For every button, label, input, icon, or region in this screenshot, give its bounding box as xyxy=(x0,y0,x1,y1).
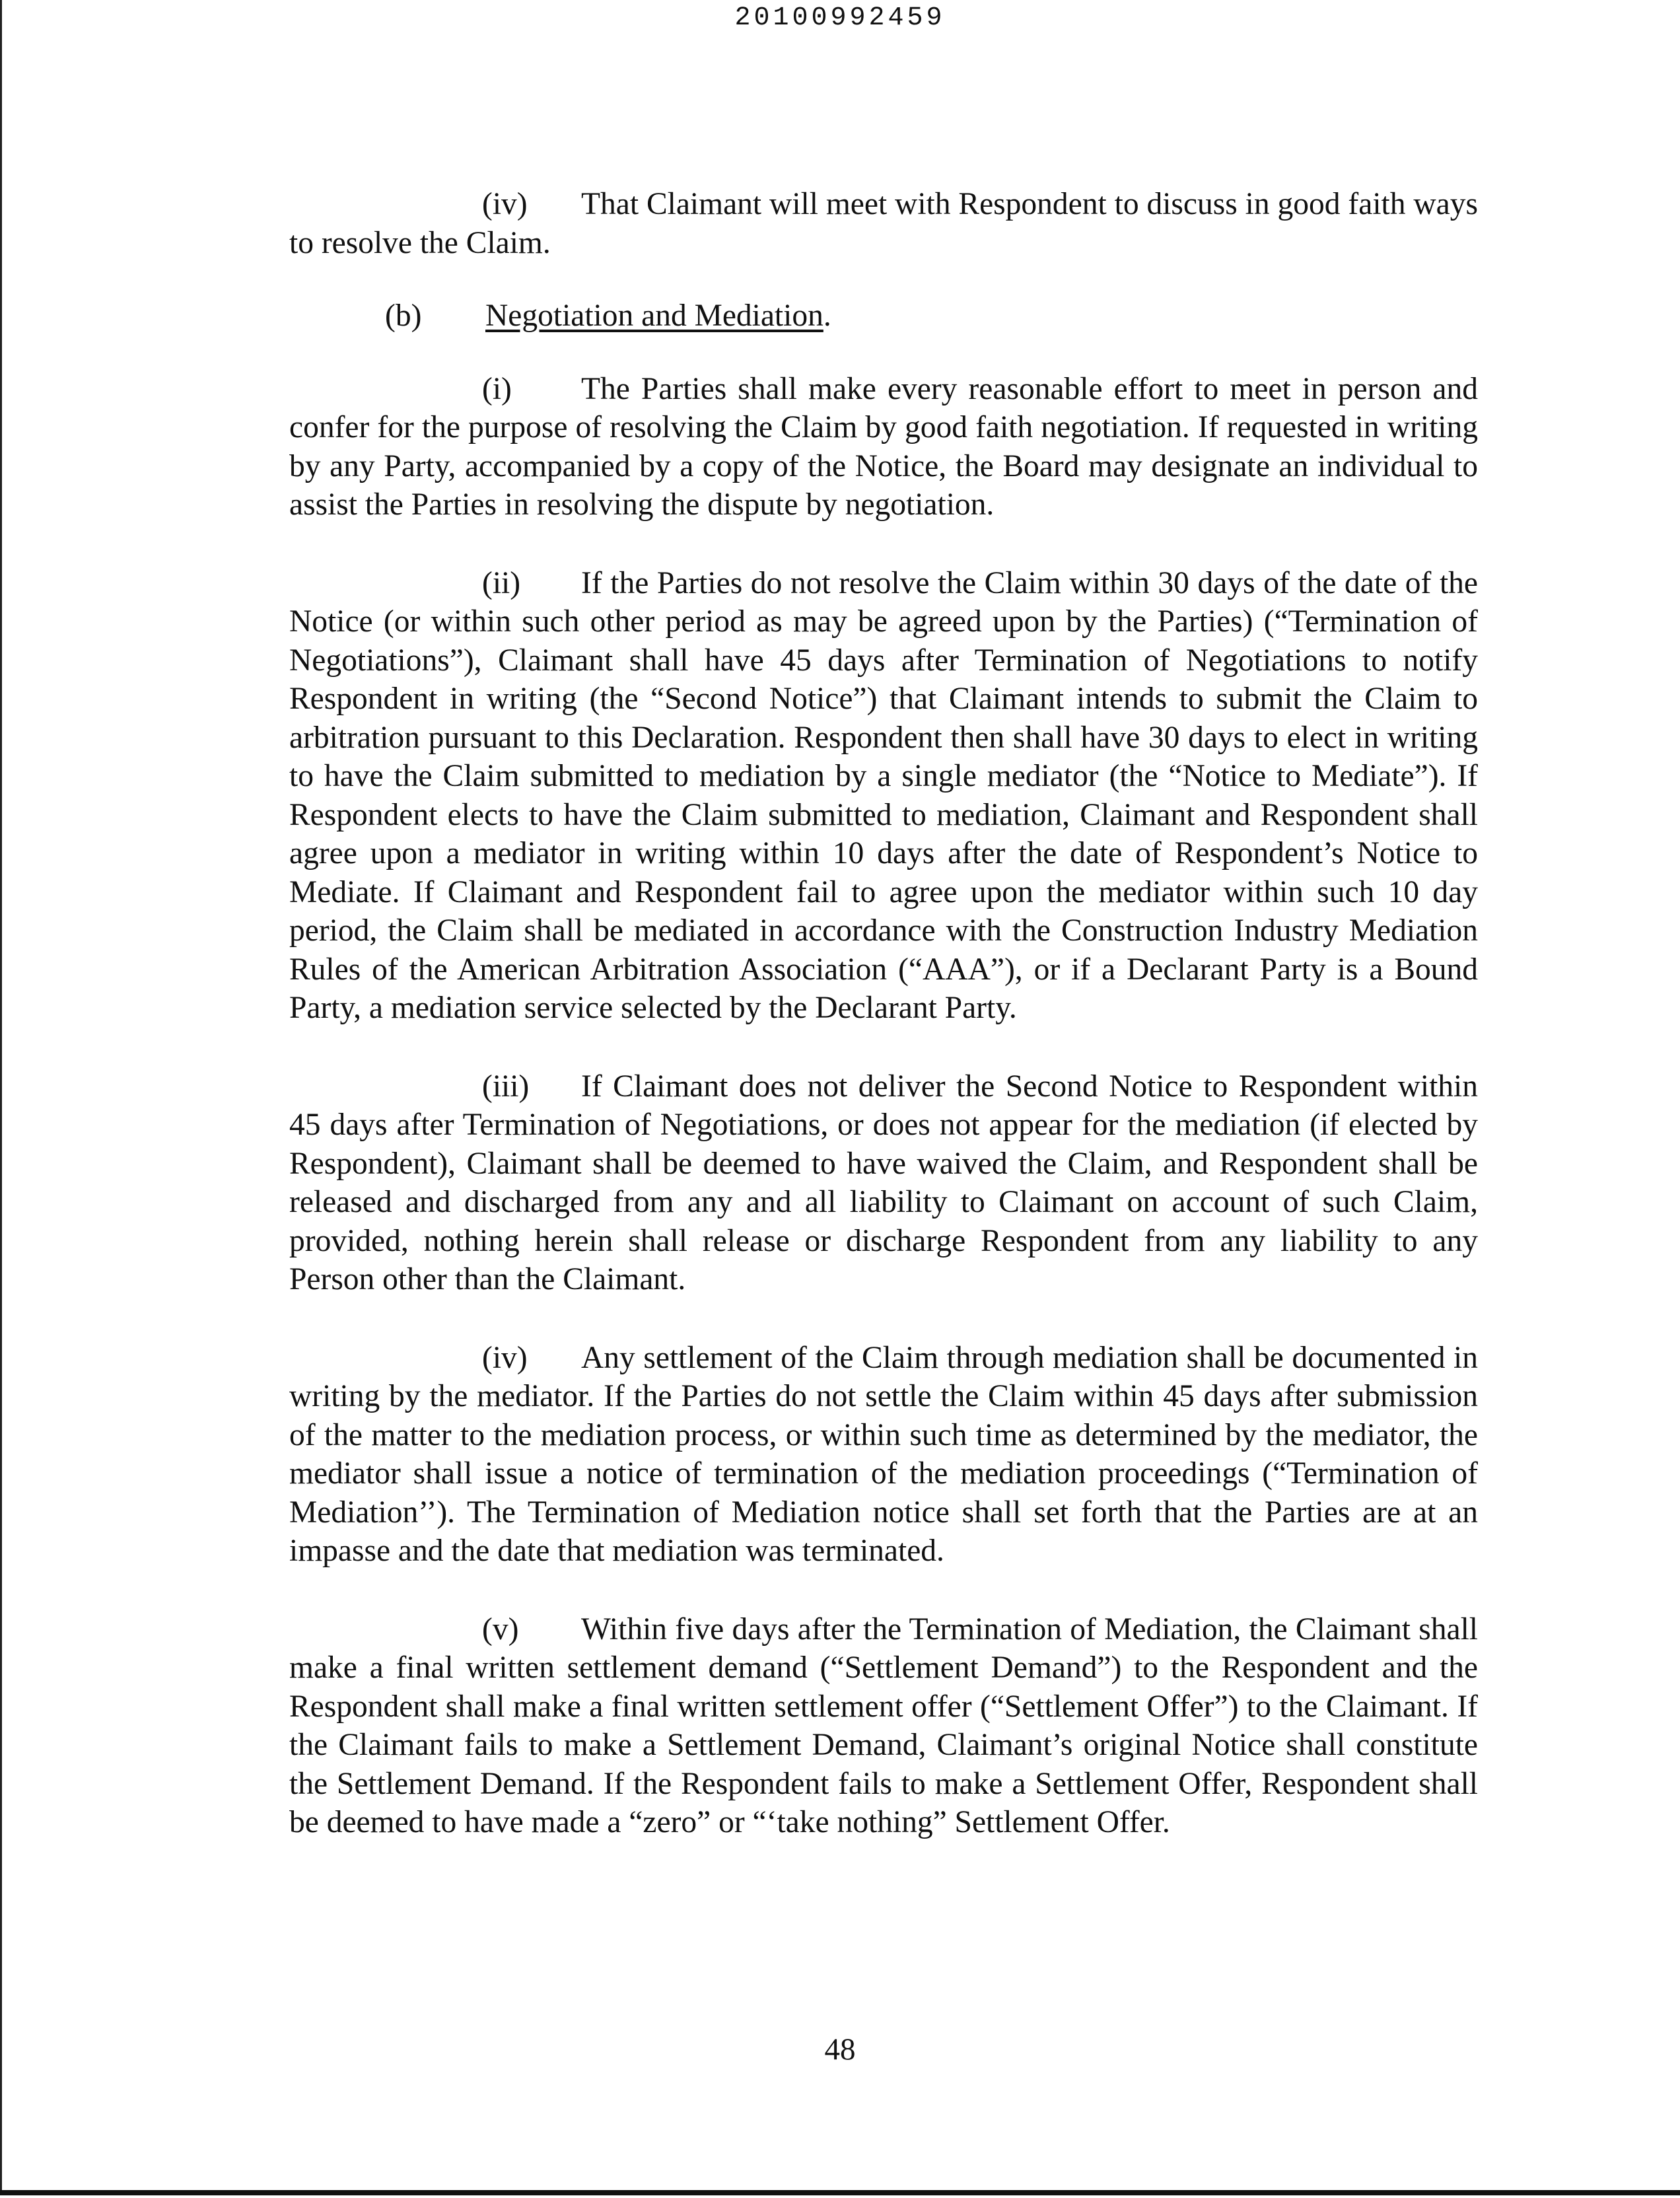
paragraph-iii xyxy=(289,1067,1478,1299)
paragraph-text: Within five days after the Termination of Mediation, the Claimant shall make a final written settlement demand (“Settlement Demand”) to the Respondent and the Respondent shall make a final written settlement offer (“Settlement Offer”) to the Claimant. If the Claimant fails to make a Settlement Demand, Claimant’s original Notice shall constitute the Settlement Demand. If the Respondent fails to make a Settlement Offer, Respondent shall be deemed to have made a “zero” or “‘take nothing” Settlement Offer. xyxy=(289,1612,1478,1839)
section-title-period: . xyxy=(823,299,831,333)
paragraph-text: That Claimant will meet with Respondent to discuss in good faith ways to resolve the Claim. xyxy=(289,187,1478,260)
page-bottom-border xyxy=(0,2190,1680,2195)
paragraph-text: If Claimant does not deliver the Second Notice to Respondent within 45 days after Termination of Negotiations, or does not appear for the mediation (if elected by Respondent), Claimant shall be deemed to have waived the Claim, and Respondent shall be released and discharged from any and all liability to Claimant on account of such Claim, provided, nothing herein shall release or discharge Respondent from any liability to any Person other than the Claimant. xyxy=(289,1069,1478,1296)
paragraph-i xyxy=(289,370,1478,524)
paragraph-ii xyxy=(289,564,1478,1028)
paragraph-text: If the Parties do not resolve the Claim within 30 days of the date of the Notice (or within such other period as may be agreed upon by the Parties) (“Termination of Negotiations”), Claimant shall have 45 days after Termination of Negotiations to notify Respondent in writing (the “Second Notice”) that Claimant intends to submit the Claim to arbitration pursuant to this Declaration. Respondent then shall have 30 days to elect in writing to have the Claim submitted to mediation by a single mediator (the “Notice to Mediate”). If Respondent elects to have the Claim submitted to mediation, Claimant and Respondent shall agree upon a mediator in writing within 10 days after the date of Respondent’s Notice to Mediate. If Claimant and Respondent fail to agree upon the mediator within such 10 day period, the Claim shall be mediated in accordance with the Construction Industry Mediation Rules of the American Arbitration Association (“AAA”), or if a Declarant Party is a Bound Party, a mediation service selected by the Declarant Party. xyxy=(289,565,1478,1025)
page-left-border xyxy=(0,0,2,2190)
paragraph-label: (iv) xyxy=(482,187,528,221)
paragraph-text: Any settlement of the Claim through mediation shall be documented in writing by the mediator. If the Parties do not settle the Claim within 45 days after submission of the matter to the mediation process, or within such time as determined by the mediator, the mediator shall issue a notice of termination of the mediation proceedings (“Termination of Mediation’’). The Termination of Mediation notice shall set forth that the Parties are at an impasse and the date that mediation was terminated. xyxy=(289,1340,1478,1568)
paragraph-label: (iii) xyxy=(482,1069,530,1104)
section-heading-b xyxy=(289,297,1478,336)
document-body xyxy=(289,185,1478,1882)
paragraph-iv-intro xyxy=(289,185,1478,262)
section-label: (b) xyxy=(385,299,422,333)
section-title: Negotiation and Mediation xyxy=(485,299,823,333)
document-number: 20100992459 xyxy=(734,3,946,33)
paragraph-v xyxy=(289,1610,1478,1842)
paragraph-label: (ii) xyxy=(482,565,521,600)
paragraph-text: The Parties shall make every reasonable effort to meet in person and confer for the purpose of resolving the Claim by good faith negotiation. If requested in writing by any Party, accompanied by a copy of the Notice, the Board may designate an individual to assist the Parties in resolving the dispute by negotiation. xyxy=(289,371,1478,522)
paragraph-iv xyxy=(289,1339,1478,1571)
paragraph-label: (v) xyxy=(482,1612,519,1647)
page-number: 48 xyxy=(824,2032,856,2067)
paragraph-label: (iv) xyxy=(482,1340,528,1375)
paragraph-label: (i) xyxy=(482,371,512,406)
